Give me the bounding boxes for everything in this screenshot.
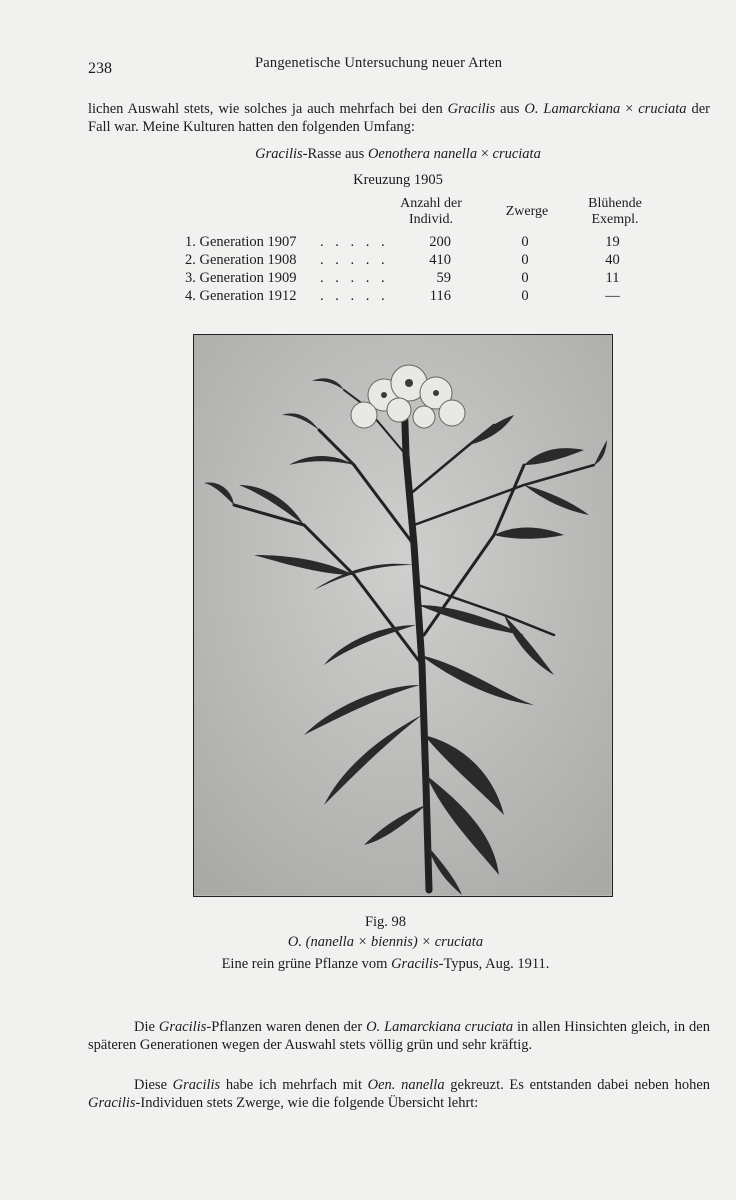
cell-zwerge: 0 [521,288,529,304]
intro-text-d: der Fall war. Meine Kulturen hatten den folgenden Umfang: [88,101,710,135]
plant-photograph [193,334,613,897]
table-title-cross: × [477,146,493,162]
table-title-cruciata: cruciata [492,146,541,162]
table-row [185,252,655,270]
table-row [185,288,655,306]
cell-bluehende: 19 [605,234,620,250]
row-dots: . . . . . [320,270,389,286]
intro-italic-b: O. Lamarckiana [524,101,621,117]
cell-individ: 116 [429,288,451,304]
plant-illustration [194,335,611,895]
row-label: 4. Generation 1912 [185,288,297,304]
paragraph-crossing [88,1076,710,1112]
intro-paragraph [88,100,710,136]
caption-italic: Gracilis [391,956,439,972]
p3-text-d: -Individuen stets Zwerge, wie die folgende Übersicht lehrt: [135,1095,479,1111]
table-title-rest: -Rasse aus [302,146,368,162]
p2-text-b: -Pflanzen waren denen der [206,1019,367,1035]
cell-zwerge: 0 [521,252,529,268]
page-number: 238 [88,60,112,77]
cell-zwerge: 0 [521,270,529,286]
cell-bluehende: 40 [605,252,620,268]
table-row [185,234,655,252]
cell-zwerge: 0 [521,234,529,250]
intro-text-b: aus [495,101,525,117]
p2-italic-a: Gracilis [158,1019,207,1035]
intro-text-c: × [620,101,639,117]
column-header-bluehende: Blühende Exempl. [588,196,642,227]
column-header-individ: Anzahl der Individ. [400,196,462,227]
cell-individ: 59 [436,270,451,286]
row-label: 3. Generation 1909 [185,270,297,286]
figure-label: Fig. 98 [364,914,407,930]
p3-italic-a: Gracilis [172,1077,221,1093]
figure-caption [0,956,736,973]
p2-italic-b: O. Lamarckiana cruciata [366,1019,514,1035]
running-title: Pangenetische Untersuchung neuer Arten [255,55,503,71]
p3-italic-b: Oen. nanella [367,1077,445,1093]
cell-individ: 410 [429,252,451,268]
row-dots: . . . . . [320,252,389,268]
row-dots: . . . . . [320,288,389,304]
caption-text-b: -Typus, Aug. 1911. [438,956,550,972]
p3-text-a: Diese [134,1077,173,1093]
p3-text-c: gekreuzt. Es entstanden dabei neben hohen [444,1077,710,1093]
intro-italic-a: Gracilis [447,101,496,117]
table-row [185,270,655,288]
table-subtitle: Kreuzung 1905 [353,172,443,188]
p3-italic-c: Gracilis [88,1095,136,1111]
caption-text-a: Eine rein grüne Pflanze vom [221,956,392,972]
table-title-italic: Gracilis [255,146,303,162]
p2-text-c: in allen Hinsichten gleich, in den späteren Generationen wegen der Auswahl stets völlig grün und sehr kräftig. [88,1019,710,1053]
cell-bluehende: — [605,288,620,304]
table-title [0,146,736,163]
row-dots: . . . . . [320,234,389,250]
intro-text-a: lichen Auswahl stets, wie solches ja auch mehrfach bei den [88,101,448,117]
p3-text-b: habe ich mehrfach mit [220,1077,368,1093]
p2-text-a: Die [134,1019,159,1035]
paragraph-gracilis-plants [88,1018,710,1054]
cell-individ: 200 [429,234,451,250]
cell-bluehende: 11 [605,270,620,286]
column-header-zwerge: Zwerge [505,204,549,219]
row-label: 1. Generation 1907 [185,234,297,250]
figure-species: O. (nanella × biennis) × cruciata [287,934,484,950]
row-label: 2. Generation 1908 [185,252,297,268]
table-title-species: Oenothera nanella [367,146,478,162]
intro-italic-c: cruciata [638,101,687,117]
